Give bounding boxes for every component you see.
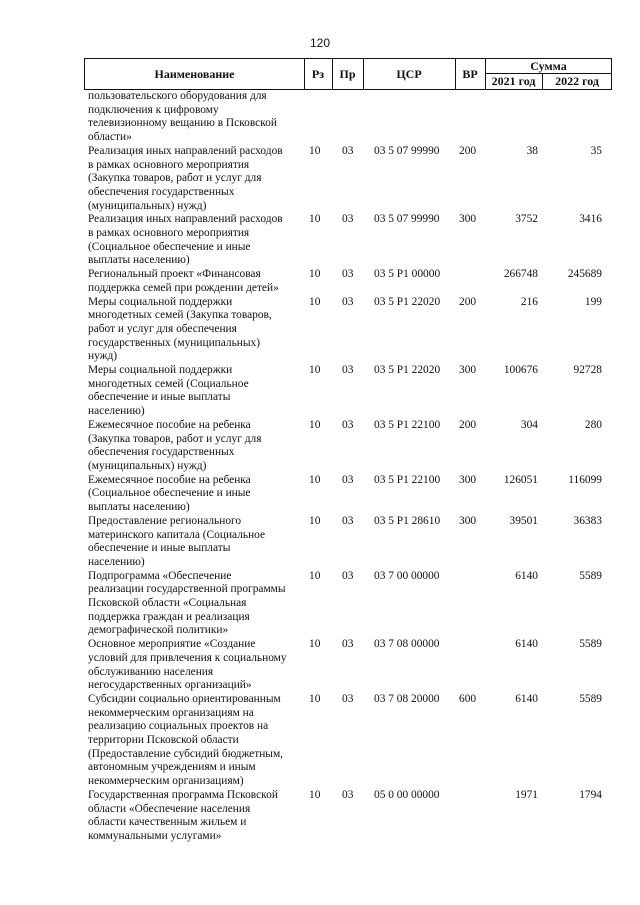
row-name-line: обеспечение и иные выплаты <box>88 391 231 404</box>
row-csr: 03 5 P1 22020 <box>374 364 441 377</box>
row-name <box>88 268 304 295</box>
row-name-line: некоммерческим организациям на <box>88 706 254 719</box>
page-number: 120 <box>309 36 331 50</box>
row-sum-2021: 126051 <box>503 473 538 486</box>
table-header <box>84 58 612 90</box>
header-pr: Пр <box>332 59 364 89</box>
row-name <box>88 693 304 789</box>
row-sum-2022: 116099 <box>568 473 602 486</box>
table-row <box>0 515 640 570</box>
row-csr: 03 5 P1 22020 <box>374 295 441 308</box>
row-name <box>88 638 304 693</box>
row-sum-2021: 6140 <box>515 638 538 651</box>
header-year-2021: 2021 год <box>485 74 543 89</box>
row-name-line: Меры социальной поддержки <box>88 364 233 377</box>
header-vr: ВР <box>455 59 486 89</box>
table-row <box>0 638 640 693</box>
row-name-line: выплаты населению) <box>88 254 190 267</box>
row-rz: 10 <box>309 514 321 527</box>
row-name-line: некоммерческим организациям) <box>88 775 244 788</box>
row-sum-2021: 1971 <box>515 788 538 801</box>
row-sum-2022: 1794 <box>579 788 602 801</box>
table-row <box>0 419 640 474</box>
header-csr: ЦСР <box>363 59 456 89</box>
table-row <box>0 570 640 639</box>
row-sum-2022: 3416 <box>579 213 602 226</box>
row-vr: 300 <box>459 514 477 527</box>
row-sum-2022: 5589 <box>579 692 602 705</box>
row-name-line: обеспечения государственных <box>88 446 235 459</box>
row-csr: 03 7 08 20000 <box>374 692 440 705</box>
row-pr: 03 <box>342 514 354 527</box>
row-vr: 300 <box>459 364 477 377</box>
row-name-line: Реализация иных направлений расходов <box>88 213 283 226</box>
row-name-line: обеспечение и иные выплаты <box>88 542 231 555</box>
row-sum-2021: 6140 <box>515 569 538 582</box>
row-pr: 03 <box>342 569 354 582</box>
header-year-2022: 2022 год <box>555 74 599 88</box>
row-name <box>88 570 304 639</box>
row-rz: 10 <box>309 418 321 431</box>
row-name-line: обеспечения государственных <box>88 185 235 198</box>
row-name-line: нужд) <box>88 350 118 363</box>
row-rz: 10 <box>309 788 321 801</box>
row-rz: 10 <box>309 473 321 486</box>
row-name-line: выплаты населению) <box>88 501 190 514</box>
row-vr: 600 <box>459 692 477 705</box>
row-rz: 10 <box>309 569 321 582</box>
row-sum-2022: 280 <box>584 418 602 431</box>
row-csr: 03 5 P1 22100 <box>374 418 441 431</box>
row-name-line: области» <box>88 131 132 144</box>
table-row <box>0 693 640 789</box>
row-sum-2021: 38 <box>526 144 538 157</box>
row-sum-2022: 245689 <box>567 268 602 281</box>
row-sum-2021: 6140 <box>515 692 538 705</box>
row-name-line: (Социальное обеспечение и иные <box>88 487 251 500</box>
row-vr: 300 <box>459 213 477 226</box>
row-name <box>88 474 304 515</box>
header-sum: Сумма <box>485 59 612 74</box>
row-sum-2022: 35 <box>590 144 602 157</box>
row-name-line: материнского капитала (Социальное <box>88 528 266 541</box>
row-name-line: обслуживанию населения <box>88 665 214 678</box>
row-csr: 03 7 08 00000 <box>374 638 440 651</box>
row-sum-2021: 216 <box>520 295 538 308</box>
table-row <box>0 364 640 419</box>
row-sum-2021: 3752 <box>515 213 538 226</box>
row-name-line: Меры социальной поддержки <box>88 295 233 308</box>
row-name-line: реализации государственной программы <box>88 583 286 596</box>
row-name <box>88 213 304 268</box>
row-sum-2021: 266748 <box>503 268 538 281</box>
row-csr: 03 5 07 99990 <box>374 144 440 157</box>
row-name-line: подключения к цифровому <box>88 103 219 116</box>
row-name <box>88 364 304 419</box>
row-rz: 10 <box>309 638 321 651</box>
row-name-line: негосударственных организаций» <box>88 679 252 692</box>
row-vr: 200 <box>459 295 477 308</box>
table-row <box>0 474 640 515</box>
table-row <box>0 213 640 268</box>
row-pr: 03 <box>342 788 354 801</box>
row-name-line: в рамках основного мероприятия <box>88 158 250 171</box>
row-sum-2021: 304 <box>520 418 538 431</box>
row-pr: 03 <box>342 692 354 705</box>
row-name-line: области качественным жильем и <box>88 816 247 829</box>
row-name-line: (Предоставление субсидий бюджетным, <box>88 747 283 760</box>
table-row <box>0 90 640 145</box>
row-name <box>88 90 304 145</box>
row-pr: 03 <box>342 473 354 486</box>
row-sum-2022: 92728 <box>573 364 602 377</box>
row-rz: 10 <box>309 144 321 157</box>
row-csr: 03 5 P1 28610 <box>374 514 441 527</box>
header-rz: Рз <box>304 59 333 89</box>
row-name <box>88 789 304 844</box>
row-name-line: населению) <box>88 405 145 418</box>
row-name-line: условий для привлечения к социальному <box>88 651 287 664</box>
row-pr: 03 <box>342 144 354 157</box>
row-name-line: (муниципальных) нужд) <box>88 199 207 212</box>
row-rz: 10 <box>309 268 321 281</box>
row-name <box>88 419 304 474</box>
row-name-line: поддержка граждан и реализация <box>88 610 250 623</box>
row-rz: 10 <box>309 213 321 226</box>
row-sum-2022: 199 <box>584 295 602 308</box>
row-name-line: Подпрограмма «Обеспечение <box>88 569 232 582</box>
row-name <box>88 296 304 365</box>
row-name-line: Региональный проект «Финансовая <box>88 268 261 281</box>
row-name-line: коммунальными услугами» <box>88 829 222 842</box>
header-name: Наименование <box>85 59 305 89</box>
row-name-line: многодетных семей (Социальное <box>88 377 249 390</box>
row-vr: 200 <box>459 418 477 431</box>
row-name-line: Ежемесячное пособие на ребенка <box>88 473 251 486</box>
row-csr: 03 7 00 00000 <box>374 569 440 582</box>
row-name-line: реализацию социальных проектов на <box>88 720 269 733</box>
row-name-line: в рамках основного мероприятия <box>88 227 250 240</box>
row-name-line: Предоставление регионального <box>88 514 242 527</box>
row-rz: 10 <box>309 364 321 377</box>
row-name-line: пользовательского оборудования для <box>88 90 267 102</box>
row-rz: 10 <box>309 692 321 705</box>
row-vr: 300 <box>459 473 477 486</box>
row-sum-2022: 36383 <box>573 514 602 527</box>
row-pr: 03 <box>342 418 354 431</box>
row-rz: 10 <box>309 295 321 308</box>
row-name-line: (Социальное обеспечение и иные <box>88 240 251 253</box>
row-name-line: Ежемесячное пособие на ребенка <box>88 418 251 431</box>
table-row <box>0 296 640 365</box>
row-csr: 03 5 P1 00000 <box>374 268 441 281</box>
row-name-line: телевизионному вещанию в Псковской <box>88 117 277 130</box>
row-vr: 200 <box>459 144 477 157</box>
row-name-line: поддержка семей при рождении детей» <box>88 281 279 294</box>
row-name-line: (муниципальных) нужд) <box>88 459 207 472</box>
row-pr: 03 <box>342 638 354 651</box>
table-row <box>0 145 640 214</box>
row-name-line: Реализация иных направлений расходов <box>88 144 283 157</box>
row-name-line: Государственная программа Псковской <box>88 788 278 801</box>
row-name-line: Псковской области «Социальная <box>88 597 247 610</box>
row-csr: 03 5 P1 22100 <box>374 473 441 486</box>
row-name <box>88 145 304 214</box>
row-sum-2021: 39501 <box>509 514 538 527</box>
row-name <box>88 515 304 570</box>
row-name-line: Основное мероприятие «Создание <box>88 638 256 651</box>
row-name-line: государственных (муниципальных) <box>88 336 261 349</box>
table-row <box>0 268 640 295</box>
row-pr: 03 <box>342 213 354 226</box>
row-name-line: Субсидии социально ориентированным <box>88 692 281 705</box>
table-row <box>0 789 640 844</box>
row-name-line: населению) <box>88 555 145 568</box>
row-name-line: многодетных семей (Закупка товаров, <box>88 309 272 322</box>
row-pr: 03 <box>342 295 354 308</box>
row-csr: 05 0 00 00000 <box>374 788 440 801</box>
row-name-line: демографической политики» <box>88 624 229 637</box>
row-sum-2021: 100676 <box>503 364 538 377</box>
table-body <box>0 90 640 844</box>
row-pr: 03 <box>342 364 354 377</box>
row-name-line: территории Псковской области <box>88 734 239 747</box>
row-pr: 03 <box>342 268 354 281</box>
row-name-line: автономным учреждениям и иным <box>88 761 256 774</box>
row-name-line: (Закупка товаров, работ и услуг для <box>88 172 262 185</box>
row-sum-2022: 5589 <box>579 638 602 651</box>
row-name-line: работ и услуг для обеспечения <box>88 322 237 335</box>
row-name-line: (Закупка товаров, работ и услуг для <box>88 432 262 445</box>
row-name-line: области «Обеспечение населения <box>88 802 251 815</box>
row-sum-2022: 5589 <box>579 569 602 582</box>
row-csr: 03 5 07 99990 <box>374 213 440 226</box>
